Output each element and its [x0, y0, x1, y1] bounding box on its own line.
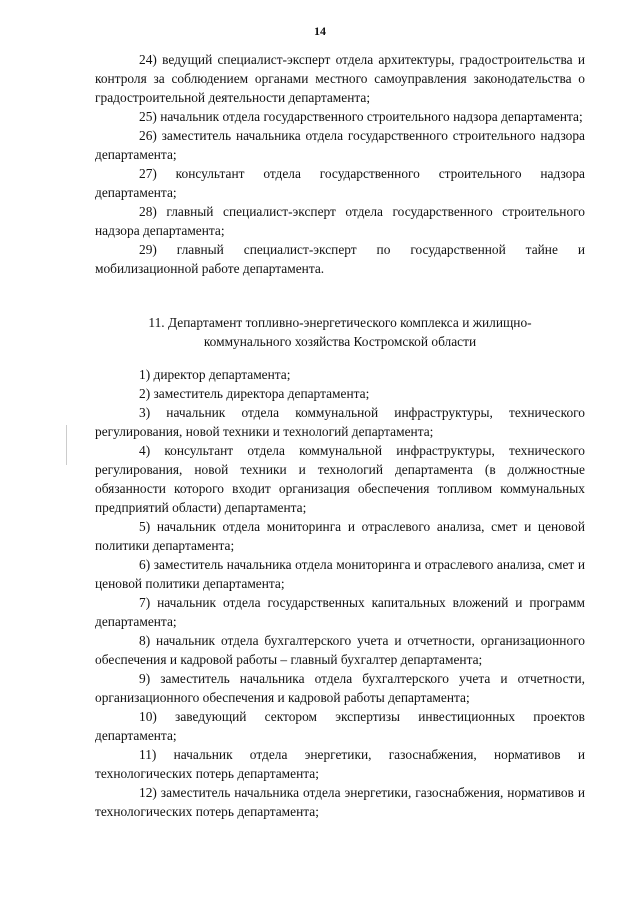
list-item: 29) главный специалист-эксперт по государственной тайне и мобилизационной работе департамента.	[95, 242, 585, 276]
list-item: 27) консультант отдела государственного строительного надзора департамента;	[95, 166, 585, 200]
list-item: 12) заместитель начальника отдела энергетики, газоснабжения, нормативов и технологических потерь департамента;	[95, 785, 585, 819]
list-item: 10) заведующий сектором экспертизы инвестиционных проектов департамента;	[95, 709, 585, 743]
list-item: 6) заместитель начальника отдела мониторинга и отраслевого анализа, смет и ценовой политики департамента;	[95, 557, 585, 591]
list-item: 9) заместитель начальника отдела бухгалтерского учета и отчетности, организационного обеспечения и кадровой работы департамента;	[95, 671, 585, 705]
list-item: 3) начальник отдела коммунальной инфраструктуры, технического регулирования, новой техники и технологий департамента;	[95, 405, 585, 439]
list-item: 5) начальник отдела мониторинга и отраслевого анализа, смет и ценовой политики департамента;	[95, 519, 585, 553]
list-item: 4) консультант отдела коммунальной инфраструктуры, технического регулирования, новой техники и технологий департамента (в должностные обязанности которого входит организация обеспечения топливом коммунальных предприятий области) департамента;	[95, 443, 585, 515]
list-item: 28) главный специалист-эксперт отдела государственного строительного надзора департамента;	[95, 204, 585, 238]
list-item: 7) начальник отдела государственных капитальных вложений и программ департамента;	[95, 595, 585, 629]
list-item: 25) начальник отдела государственного строительного надзора департамента;	[139, 109, 583, 124]
list-item: 24) ведущий специалист-эксперт отдела архитектуры, градостроительства и контроля за соблюдением органами местного самоуправления законодательства о градостроительной деятельности департамента;	[95, 52, 585, 105]
list-top	[95, 50, 585, 278]
list-item: 1) директор департамента;	[139, 367, 291, 382]
page-number: 14	[314, 24, 326, 38]
list-item: 2) заместитель директора департамента;	[139, 386, 370, 401]
list-section	[95, 365, 585, 821]
list-item: 11) начальник отдела энергетики, газоснабжения, нормативов и технологических потерь департамента;	[95, 747, 585, 781]
list-item: 8) начальник отдела бухгалтерского учета и отчетности, организационного обеспечения и кадровой работы – главный бухгалтер департамента;	[95, 633, 585, 667]
section-heading-line: коммунального хозяйства Костромской области	[203, 334, 477, 349]
section-heading	[95, 313, 585, 351]
list-item: 26) заместитель начальника отдела государственного строительного надзора департамента;	[95, 128, 585, 162]
scan-mark	[66, 425, 67, 465]
section-heading-line: 11. Департамент топливно-энергетического комплекса и жилищно-	[148, 315, 532, 330]
